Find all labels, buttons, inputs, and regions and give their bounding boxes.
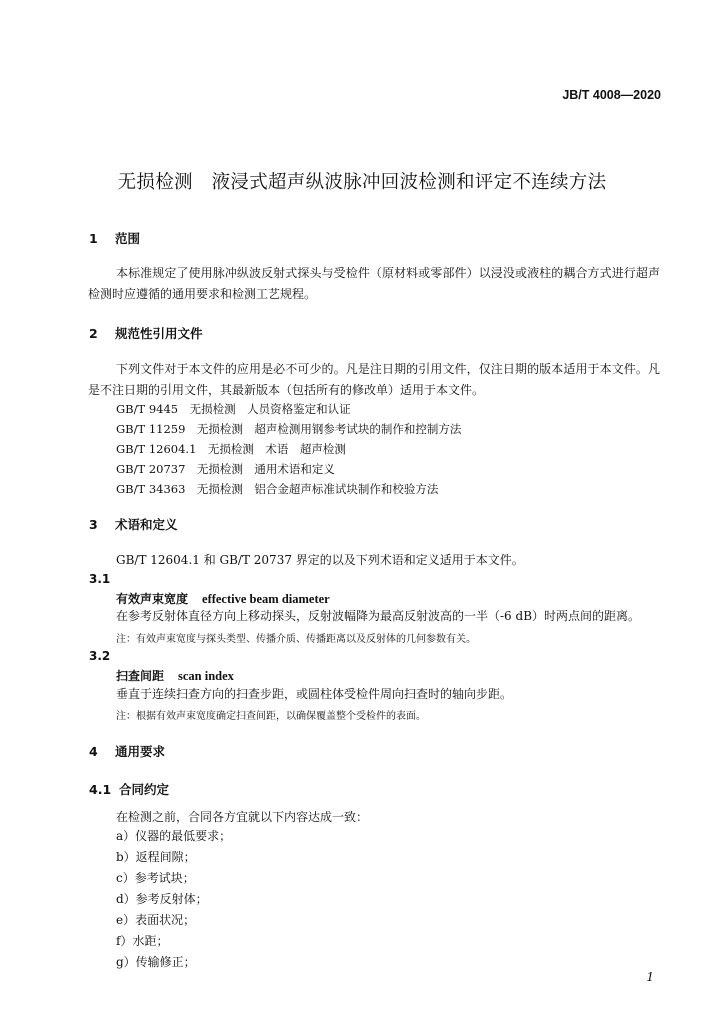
term-zh: 有效声束宽度 [116,592,189,606]
document-title: 无损检测 液浸式超声纵波脉冲回波检测和评定不连续方法 [117,172,607,193]
section-2-paragraph: 下列文件对于本文件的应用是必不可少的。凡是注日期的引用文件，仅注日期的版本适用于本文件。凡是不注日期的引用文件，其最新版本（包括所有的修改单）适用于本文件。 [88,362,660,397]
list-item: f）水距； [116,934,169,948]
section-4-1-heading [89,780,169,798]
term-title [116,667,234,684]
list-item: e）表面状况； [116,913,196,927]
reference-item: GB/T 12604.1 无损检测 术语 超声检测 [116,442,346,456]
section-1-heading [89,229,140,247]
section-4-1-number: 4.1 [89,782,112,797]
requirement-list [116,826,231,973]
term-note: 注：有效声束宽度与探头类型、传播介质、传播距离以及反射体的几何参数有关。 [116,634,476,645]
section-2-number: 2 [89,326,98,341]
list-item: c）参考试块； [116,871,195,885]
section-1-title: 范围 [115,231,141,246]
section-4-number: 4 [89,744,98,759]
reference-item: GB/T 9445 无损检测 人员资格鉴定和认证 [116,402,351,416]
section-1-paragraph: 本标准规定了使用脉冲纵波反射式探头与受检件（原材料或零部件）以浸没或液柱的耦合方式进行超声检测时应遵循的通用要求和检测工艺规程。 [88,266,660,301]
list-item: a）仪器的最低要求； [116,829,232,843]
section-3-heading [89,515,178,533]
term-en: effective beam diameter [202,592,330,606]
section-3-intro: GB/T 12604.1 和 GB/T 20737 界定的以及下列术语和定义适用于本文件。 [116,553,524,567]
standard-code: JB/T 4008—2020 [562,88,661,102]
term-definition: 在参考反射体直径方向上移动探头，反射波幅降为最高反射波高的一半（-6 dB）时两点间的距离。 [116,609,641,623]
section-4-title: 通用要求 [115,744,166,759]
list-item: g）传输修正； [116,955,196,969]
term-definition: 垂直于连续扫查方向的扫查步距，或圆柱体受检件周向扫查时的轴向步距。 [116,687,513,701]
section-2-title: 规范性引用文件 [115,326,203,341]
section-3-title: 术语和定义 [115,517,178,532]
reference-item: GB/T 20737 无损检测 通用术语和定义 [116,462,335,476]
section-3-number: 3 [89,517,98,532]
page-number: 1 [646,970,654,984]
section-4-1-title: 合同约定 [119,782,170,797]
term-number: 3.2 [89,649,111,663]
section-2-heading [89,324,203,342]
term-title [116,590,330,607]
term-en: scan index [178,669,234,683]
list-item: b）返程间隙； [116,850,196,864]
list-item: d）参考反射体； [116,892,208,906]
term-number: 3.1 [89,572,111,586]
section-1-number: 1 [89,231,98,246]
term-note: 注：根据有效声束宽度确定扫查间距，以确保覆盖整个受检件的表面。 [116,711,426,722]
section-4-1-intro: 在检测之前，合同各方宜就以下内容达成一致： [116,810,369,824]
section-4-heading [89,742,165,760]
term-zh: 扫查间距 [116,669,165,683]
reference-item: GB/T 11259 无损检测 超声检测用钢参考试块的制作和控制方法 [116,422,462,436]
reference-list [116,399,461,499]
reference-item: GB/T 34363 无损检测 铝合金超声标准试块制作和校验方法 [116,482,439,496]
